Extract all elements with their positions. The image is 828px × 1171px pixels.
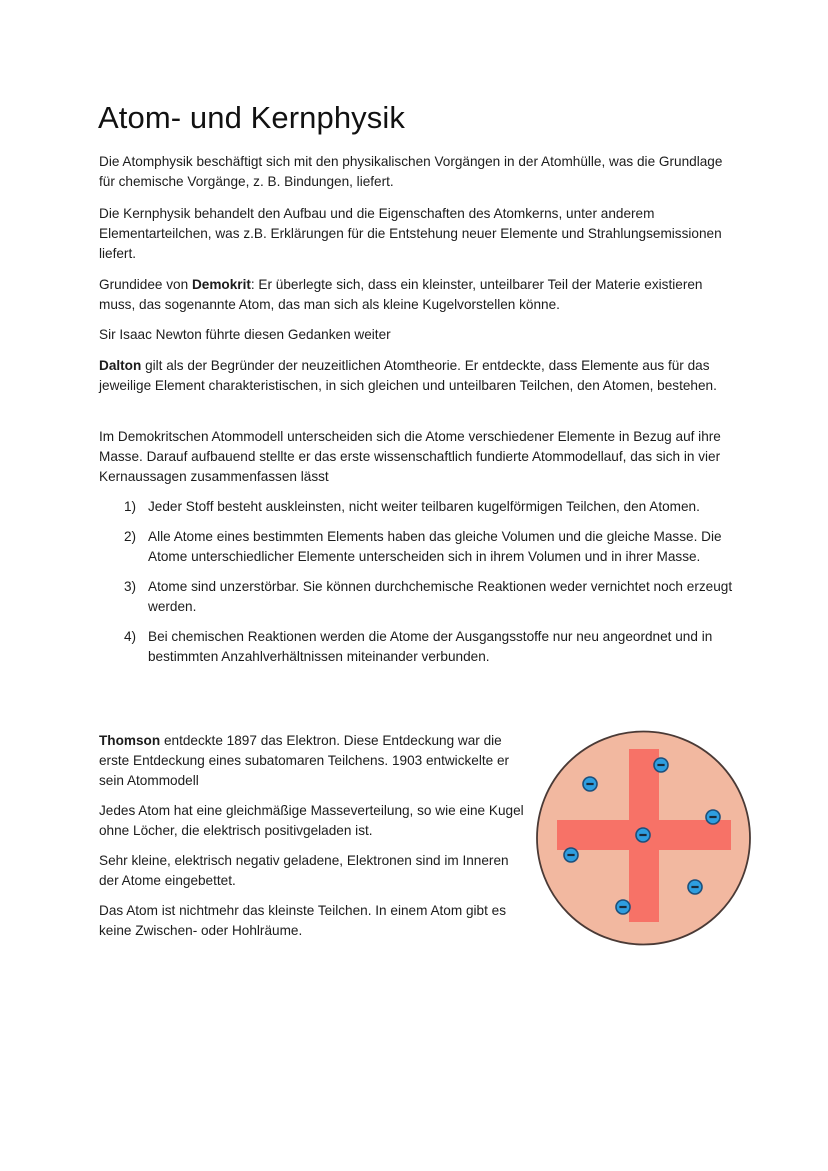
- list-item-text: Atome sind unzerstörbar. Sie können durchchemische Reaktionen weder vernichtet noch erzeugt werden.: [148, 579, 733, 615]
- electron-icon: [654, 758, 668, 772]
- list-item: [99, 627, 739, 667]
- list-item: [99, 577, 739, 617]
- list-item-number: 3): [124, 579, 137, 595]
- electron-icon: [636, 828, 650, 842]
- list-item-text: Jeder Stoff besteht auskleinsten, nicht weiter teilbaren kugelförmigen Teilchen, den Atomen.: [148, 499, 700, 514]
- electron-icon: [706, 810, 720, 824]
- list-item: [99, 527, 739, 567]
- kernaussagen-list: [99, 497, 739, 678]
- paragraph-newton: Sir Isaac Newton führte diesen Gedanken weiter: [99, 327, 391, 342]
- thomson-section: [99, 731, 529, 951]
- dalton-bold: Dalton: [99, 358, 142, 373]
- thomson-intro-rest: entdeckte 1897 das Elektron. Diese Entdeckung war die erste Entdeckung eines subatomaren Teilchens. 1903 entwickelte er sein Atommodell: [99, 733, 510, 788]
- list-item-number: 2): [124, 529, 137, 545]
- list-item: [99, 497, 739, 517]
- thomson-atom-svg: [530, 725, 760, 955]
- demokrit-rest: : Er überlegte sich, dass ein kleinster, unteilbarer Teil der Materie existieren muss, das sogenannte Atom, das man sich als kleine Kugelvorstellen könne.: [99, 277, 703, 312]
- list-item-text: Bei chemischen Reaktionen werden die Atome der Ausgangsstoffe nur neu angeordnet und in bestimmten Anzahlverhältnissen miteinander verbunden.: [148, 629, 713, 665]
- list-item-number: 4): [124, 629, 137, 645]
- page-title: Atom- und Kernphysik: [98, 100, 405, 135]
- demokrit-bold: Demokrit: [191, 277, 251, 292]
- paragraph-thomson-intro: [99, 731, 529, 790]
- electron-icon: [583, 777, 597, 791]
- electron-icon: [564, 848, 578, 862]
- demokrit-prefix: Grundidee von: [99, 277, 192, 292]
- paragraph-demokrit-modell: Im Demokritschen Atommodell unterscheiden sich die Atome verschiedener Elemente in Bezug auf ihre Masse. Darauf aufbauend stellte er das erste wissenschaftlich fundierte Atommodellauf, das sich in vier Kernaussagen zusammenfassen lässt: [99, 429, 721, 484]
- list-item-text: Alle Atome eines bestimmten Elements haben das gleiche Volumen und die gleiche Masse. Die Atome unterschiedlicher Elemente unterscheiden sich in ihrem Volumen und in ihrer Masse.: [148, 529, 722, 565]
- list-item-number: 1): [124, 499, 137, 514]
- paragraph-dalton: [99, 356, 739, 396]
- thomson-bold: Thomson: [99, 733, 161, 748]
- electron-icon: [616, 900, 630, 914]
- electron-icon: [688, 880, 702, 894]
- paragraph-thomson-conclusion: Das Atom ist nichtmehr das kleinste Teilchen. In einem Atom gibt es keine Zwischen- oder Hohlräume.: [99, 903, 507, 938]
- paragraph-demokrit: [99, 275, 739, 315]
- paragraph-thomson-electrons: Sehr kleine, elektrisch negativ geladene, Elektronen sind im Inneren der Atome eingebettet.: [99, 852, 509, 888]
- paragraph-thomson-mass: Jedes Atom hat eine gleichmäßige Masseverteilung, so wie eine Kugel ohne Löcher, die elektrisch positivgeladen ist.: [99, 802, 524, 838]
- paragraph-kernphysik: Die Kernphysik behandelt den Aufbau und die Eigenschaften des Atomkerns, unter anderem Elementarteilchen, was z.B. Erklärungen für die Entstehung neuer Elemente und Strahlungsemissionen liefert.: [99, 206, 722, 261]
- paragraph-atomphysik: Die Atomphysik beschäftigt sich mit den physikalischen Vorgängen in der Atomhülle, was die Grundlage für chemische Vorgänge, z. B. Bindungen, liefert.: [99, 154, 723, 189]
- dalton-rest: gilt als der Begründer der neuzeitlichen Atomtheorie. Er entdeckte, dass Elemente aus für das jeweilige Element charakteristischen, in sich gleichen und unteilbaren Teilchen, den Atomen, bestehen.: [99, 358, 717, 393]
- thomson-atom-diagram: [530, 725, 760, 955]
